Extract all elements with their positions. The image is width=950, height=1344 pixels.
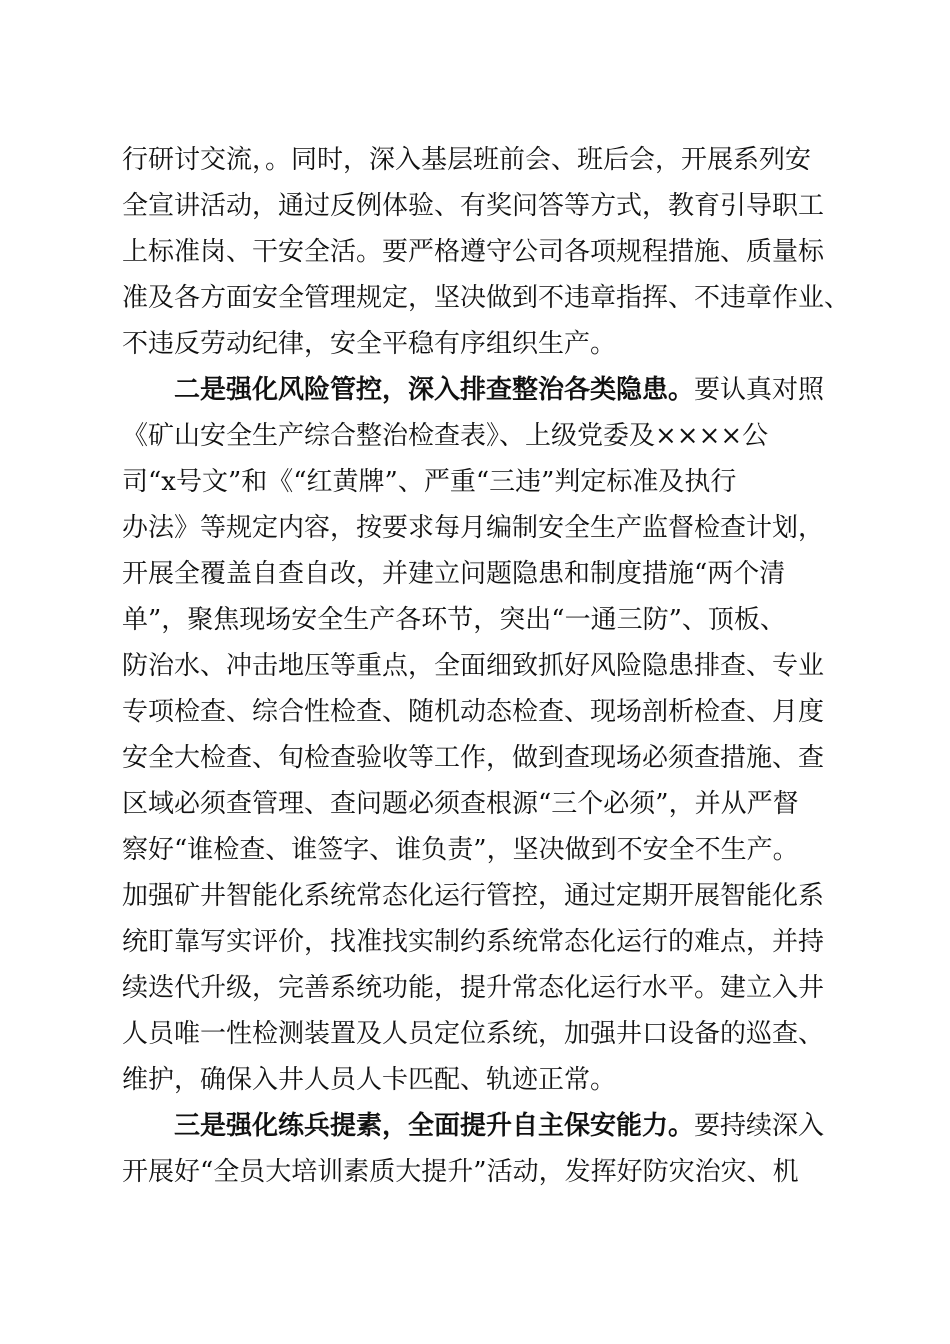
paragraph-2-line-10: 区域必须查管理、查问题必须查根源“三个必须”，并从严督 <box>122 789 799 819</box>
paragraph-2-line-8: 专项检查、综合性检查、随机动态检查、现场剖析检查、月度 <box>122 697 825 727</box>
paragraph-2-line-2: 《矿山安全生产综合整治检查表》、上级党委及××××公 <box>122 421 769 451</box>
paragraph-2-line-14: 续迭代升级，完善系统功能，提升常态化运行水平。建立入井 <box>122 973 825 1003</box>
paragraph-2-line-5: 开展全覆盖自查自改，并建立问题隐患和制度措施“两个清 <box>122 559 786 589</box>
paragraph-2-line-7: 防治水、冲击地压等重点，全面细致抓好风险隐患排查、专业 <box>122 651 825 681</box>
paragraph-2-heading: 二是强化风险管控，深入排查整治各类隐患。 <box>174 375 695 405</box>
paragraph-2-line-11: 察好“谁检查、谁签字、谁负责”，坚决做到不安全不生产。 <box>122 835 799 865</box>
paragraph-2-line-3: 司“x号文”和《“红黄牌”、严重“三违”判定标准及执行 <box>122 467 737 497</box>
paragraph-2-line-12: 加强矿井智能化系统常态化运行管控，通过定期开展智能化系 <box>122 881 825 911</box>
paragraph-2-line-9: 安全大检查、旬检查验收等工作，做到查现场必须查措施、查 <box>122 743 825 773</box>
paragraph-1-line-1: 行研讨交流，。同时，深入基层班前会、班后会，开展系列安 <box>122 145 812 175</box>
paragraph-1-line-4: 准及各方面安全管理规定，坚决做到不违章指挥、不违章作业、 <box>122 283 851 313</box>
paragraph-2-line-16: 维护，确保入井人员人卡匹配、轨迹正常。 <box>122 1065 617 1095</box>
paragraph-3-heading: 三是强化练兵提素，全面提升自主保安能力。 <box>174 1111 695 1141</box>
paragraph-1-line-2: 全宣讲活动，通过反例体验、有奖问答等方式，教育引导职工 <box>122 191 825 221</box>
paragraph-3-line-2: 开展好“全员大培训素质大提升”活动，发挥好防灾治灾、机 <box>122 1157 799 1187</box>
paragraph-1-line-3: 上标准岗、干安全活。要严格遵守公司各项规程措施、质量标 <box>122 237 825 267</box>
paragraph-2-line-6: 单”，聚焦现场安全生产各环节，突出“一通三防”、顶板、 <box>122 605 786 635</box>
paragraph-2-first-line <box>174 367 824 413</box>
paragraph-2-line-4: 办法》等规定内容，按要求每月编制安全生产监督检查计划， <box>122 513 825 543</box>
paragraph-2-line-13: 统盯靠写实评价，找准找实制约系统常态化运行的难点，并持 <box>122 927 825 957</box>
paragraph-3-first-line <box>174 1103 824 1149</box>
paragraph-1-line-5: 不违反劳动纪律，安全平稳有序组织生产。 <box>122 329 617 359</box>
paragraph-3-first-line-rest: 要持续深入 <box>694 1111 825 1141</box>
paragraph-2-line-15: 人员唯一性检测装置及人员定位系统，加强井口设备的巡查、 <box>122 1019 825 1049</box>
paragraph-2-first-line-rest: 要认真对照 <box>694 375 825 405</box>
